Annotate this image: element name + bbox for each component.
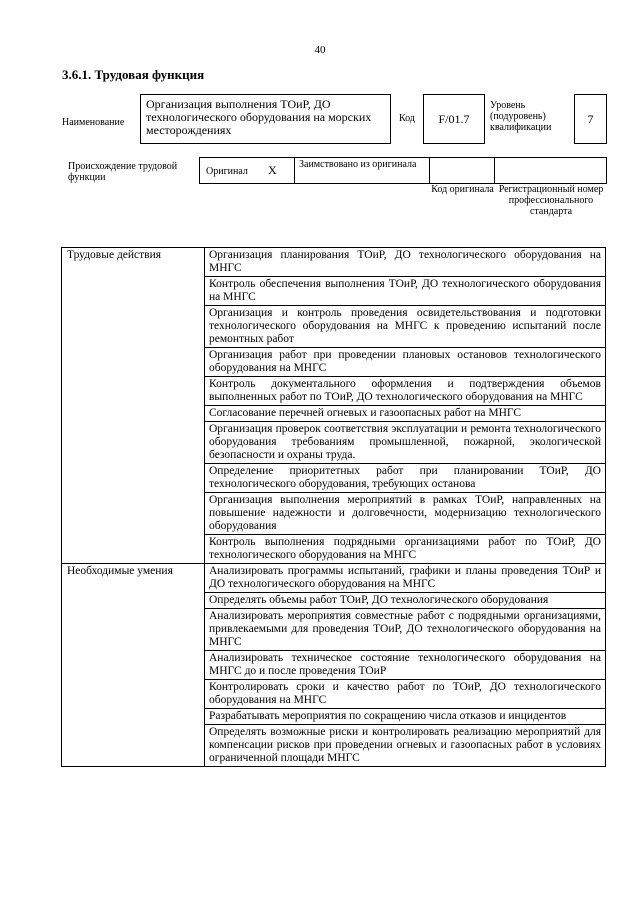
section-title: Трудовые действия (62, 248, 205, 564)
code-value-box (423, 94, 485, 144)
table-cell: Определять возможные риски и контролировать реализацию мероприятий для компенсации рисков при проведении огневых и газоопасных работ в условиях ограниченной площади МНГС (205, 725, 606, 767)
table-cell: Организация выполнения мероприятий в рамках ТОиР, направленных на повышение надежности и долговечности, модернизацию технологического оборудования (205, 493, 606, 535)
table-cell: Контроль документального оформления и подтверждения объемов выполненных работ по ТОиР, ДО технологического оборудования на МНГС (205, 377, 606, 406)
table-cell: Согласование перечней огневых и газоопасных работ на МНГС (205, 406, 606, 422)
name-label: Наименование (62, 117, 125, 128)
section-title: Необходимые умения (62, 564, 205, 767)
table-row (62, 564, 606, 593)
table-cell: Организация и контроль проведения освидетельствования и подготовки технологического оборудования на МНГС к проведению испытаний после ремонтных работ (205, 306, 606, 348)
original-mark: X (268, 163, 277, 177)
table-row (62, 248, 606, 277)
table-cell: Организация работ при проведении плановых остановов технологического оборудования на МНГС (205, 348, 606, 377)
table-cell: Контролировать сроки и качество работ по ТОиР, ДО технологического оборудования на МНГС (205, 680, 606, 709)
code-label: Код (399, 113, 415, 124)
level-value: 7 (587, 112, 594, 126)
name-value-box (140, 94, 391, 144)
table-cell: Анализировать мероприятия совместные работ с подрядными организациями, привлекаемыми для проведения ТОиР, ДО технологического оборудования на МНГС (205, 609, 606, 651)
function-table (61, 247, 606, 767)
table-cell: Разрабатывать мероприятия по сокращению числа отказов и инцидентов (205, 709, 606, 725)
origin-label: Происхождение трудовой функции (68, 161, 178, 183)
code-caption: Код оригинала (431, 184, 494, 195)
table-cell: Контроль обеспечения выполнения ТОиР, ДО технологического оборудования на МНГС (205, 277, 606, 306)
section-heading: 3.6.1. Трудовая функция (62, 67, 205, 82)
name-value: Организация выполнения ТОиР, ДО технологического оборудования на морских месторождениях (146, 97, 372, 137)
table-cell: Анализировать программы испытаний, графики и планы проведения ТОиР и ДО технологического оборудования на МНГС (205, 564, 606, 593)
level-label: Уровень (подуровень) квалификации (490, 100, 552, 133)
table-cell: Контроль выполнения подрядными организациями работ по ТОиР, ДО технологического оборудования на МНГС (205, 535, 606, 564)
table-cell: Организация планирования ТОиР, ДО технологического оборудования на МНГС (205, 248, 606, 277)
reg-caption: Регистрационный номер профессионального стандарта (498, 184, 604, 217)
borrowed-label: Заимствовано из оригинала (299, 159, 417, 170)
code-value: F/01.7 (438, 112, 470, 126)
level-value-box (574, 94, 607, 144)
page-number: 40 (314, 44, 326, 56)
original-label: Оригинал (206, 166, 248, 177)
table-cell: Анализировать техническое состояние технологического оборудования на МНГС до и после проведения ТОиР (205, 651, 606, 680)
table-cell: Определение приоритетных работ при планировании ТОиР, ДО технологического оборудования, требующих останова (205, 464, 606, 493)
table-cell: Организация проверок соответствия эксплуатации и ремонта технологического оборудования требованиям промышленной, пожарной, экологической безопасности и охраны труда. (205, 422, 606, 464)
table-cell: Определять объемы работ ТОиР, ДО технологического оборудования (205, 593, 606, 609)
